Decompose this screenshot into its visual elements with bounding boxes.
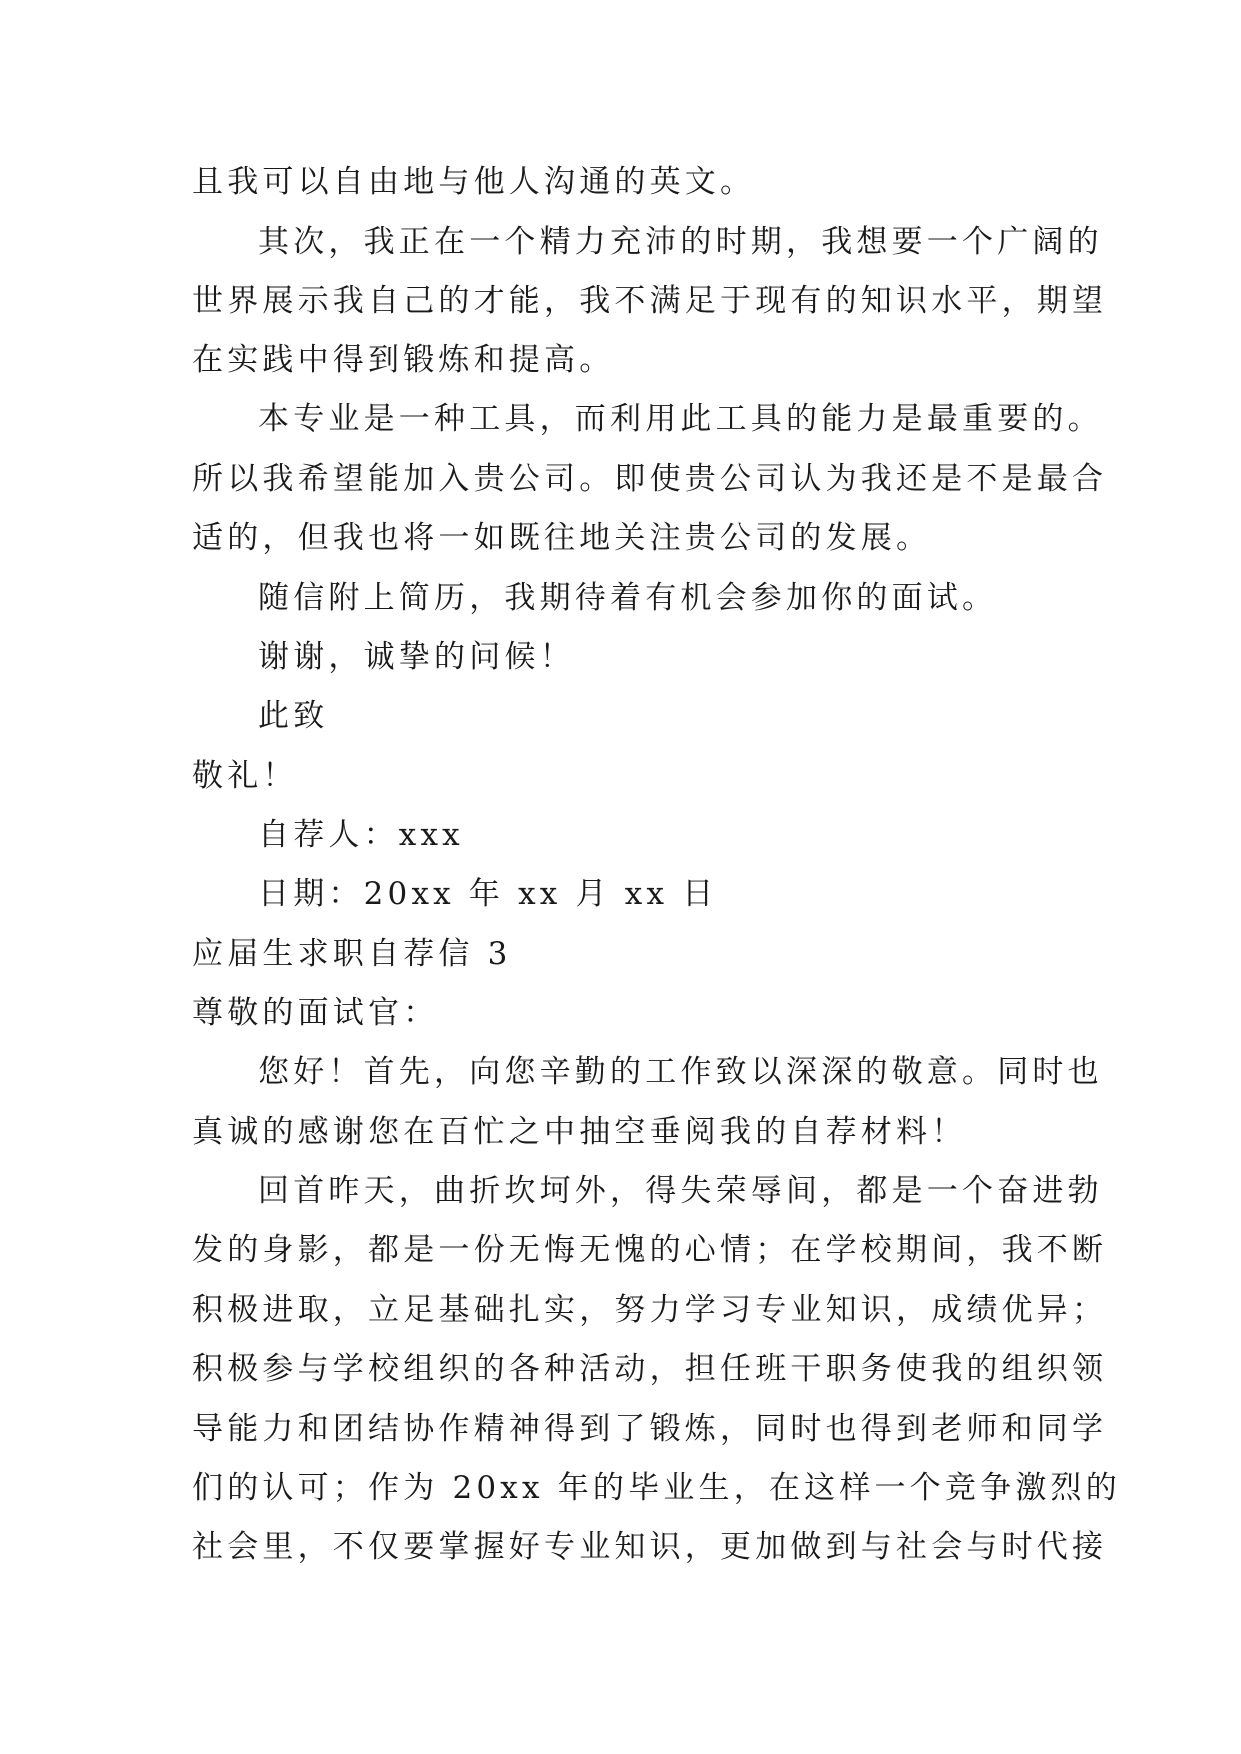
text-line: 们的认可；作为 20xx 年的毕业生，在这样一个竞争激烈的 — [192, 1470, 1121, 1506]
text-line: 发的身影，都是一份无悔无愧的心情；在学校期间，我不断 — [192, 1232, 1108, 1268]
text-line: 回首昨天，曲折坎坷外，得失荣辱间，都是一个奋进勃 — [258, 1173, 1103, 1209]
text-line: 积极参与学校组织的各种活动，担任班干职务使我的组织领 — [192, 1351, 1108, 1387]
text-line: 随信附上简历，我期待着有机会参加你的面试。 — [258, 580, 998, 616]
text-line: 自荐人：xxx — [258, 817, 464, 853]
text-line: 谢谢，诚挚的问候！ — [258, 639, 575, 675]
text-line: 世界展示我自己的才能，我不满足于现有的知识水平，期望 — [192, 283, 1108, 319]
text-line: 所以我希望能加入贵公司。即使贵公司认为我还是不是最合 — [192, 461, 1108, 497]
text-line: 日期：20xx 年 xx 月 xx 日 — [258, 876, 718, 912]
text-line: 真诚的感谢您在百忙之中抽空垂阅我的自荐材料！ — [192, 1114, 967, 1150]
text-line: 此致 — [258, 698, 329, 734]
text-line: 其次，我正在一个精力充沛的时期，我想要一个广阔的 — [258, 224, 1103, 260]
text-line: 社会里，不仅要掌握好专业知识，更加做到与社会与时代接 — [192, 1529, 1108, 1565]
text-line: 本专业是一种工具，而利用此工具的能力是最重要的。 — [258, 401, 1103, 437]
text-line: 积极进取，立足基础扎实，努力学习专业知识，成绩优异； — [192, 1292, 1108, 1328]
text-line: 且我可以自由地与他人沟通的英文。 — [192, 164, 756, 200]
text-line: 尊敬的面试官： — [192, 995, 439, 1031]
text-line: 您好！首先，向您辛勤的工作致以深深的敬意。同时也 — [258, 1054, 1103, 1090]
section-heading: 应届生求职自荐信 3 — [192, 936, 512, 972]
text-line: 在实践中得到锻炼和提高。 — [192, 342, 615, 378]
text-line: 适的，但我也将一如既往地关注贵公司的发展。 — [192, 520, 932, 556]
text-line: 导能力和团结协作精神得到了锻炼，同时也得到老师和同学 — [192, 1411, 1108, 1447]
text-line: 敬礼！ — [192, 758, 298, 794]
